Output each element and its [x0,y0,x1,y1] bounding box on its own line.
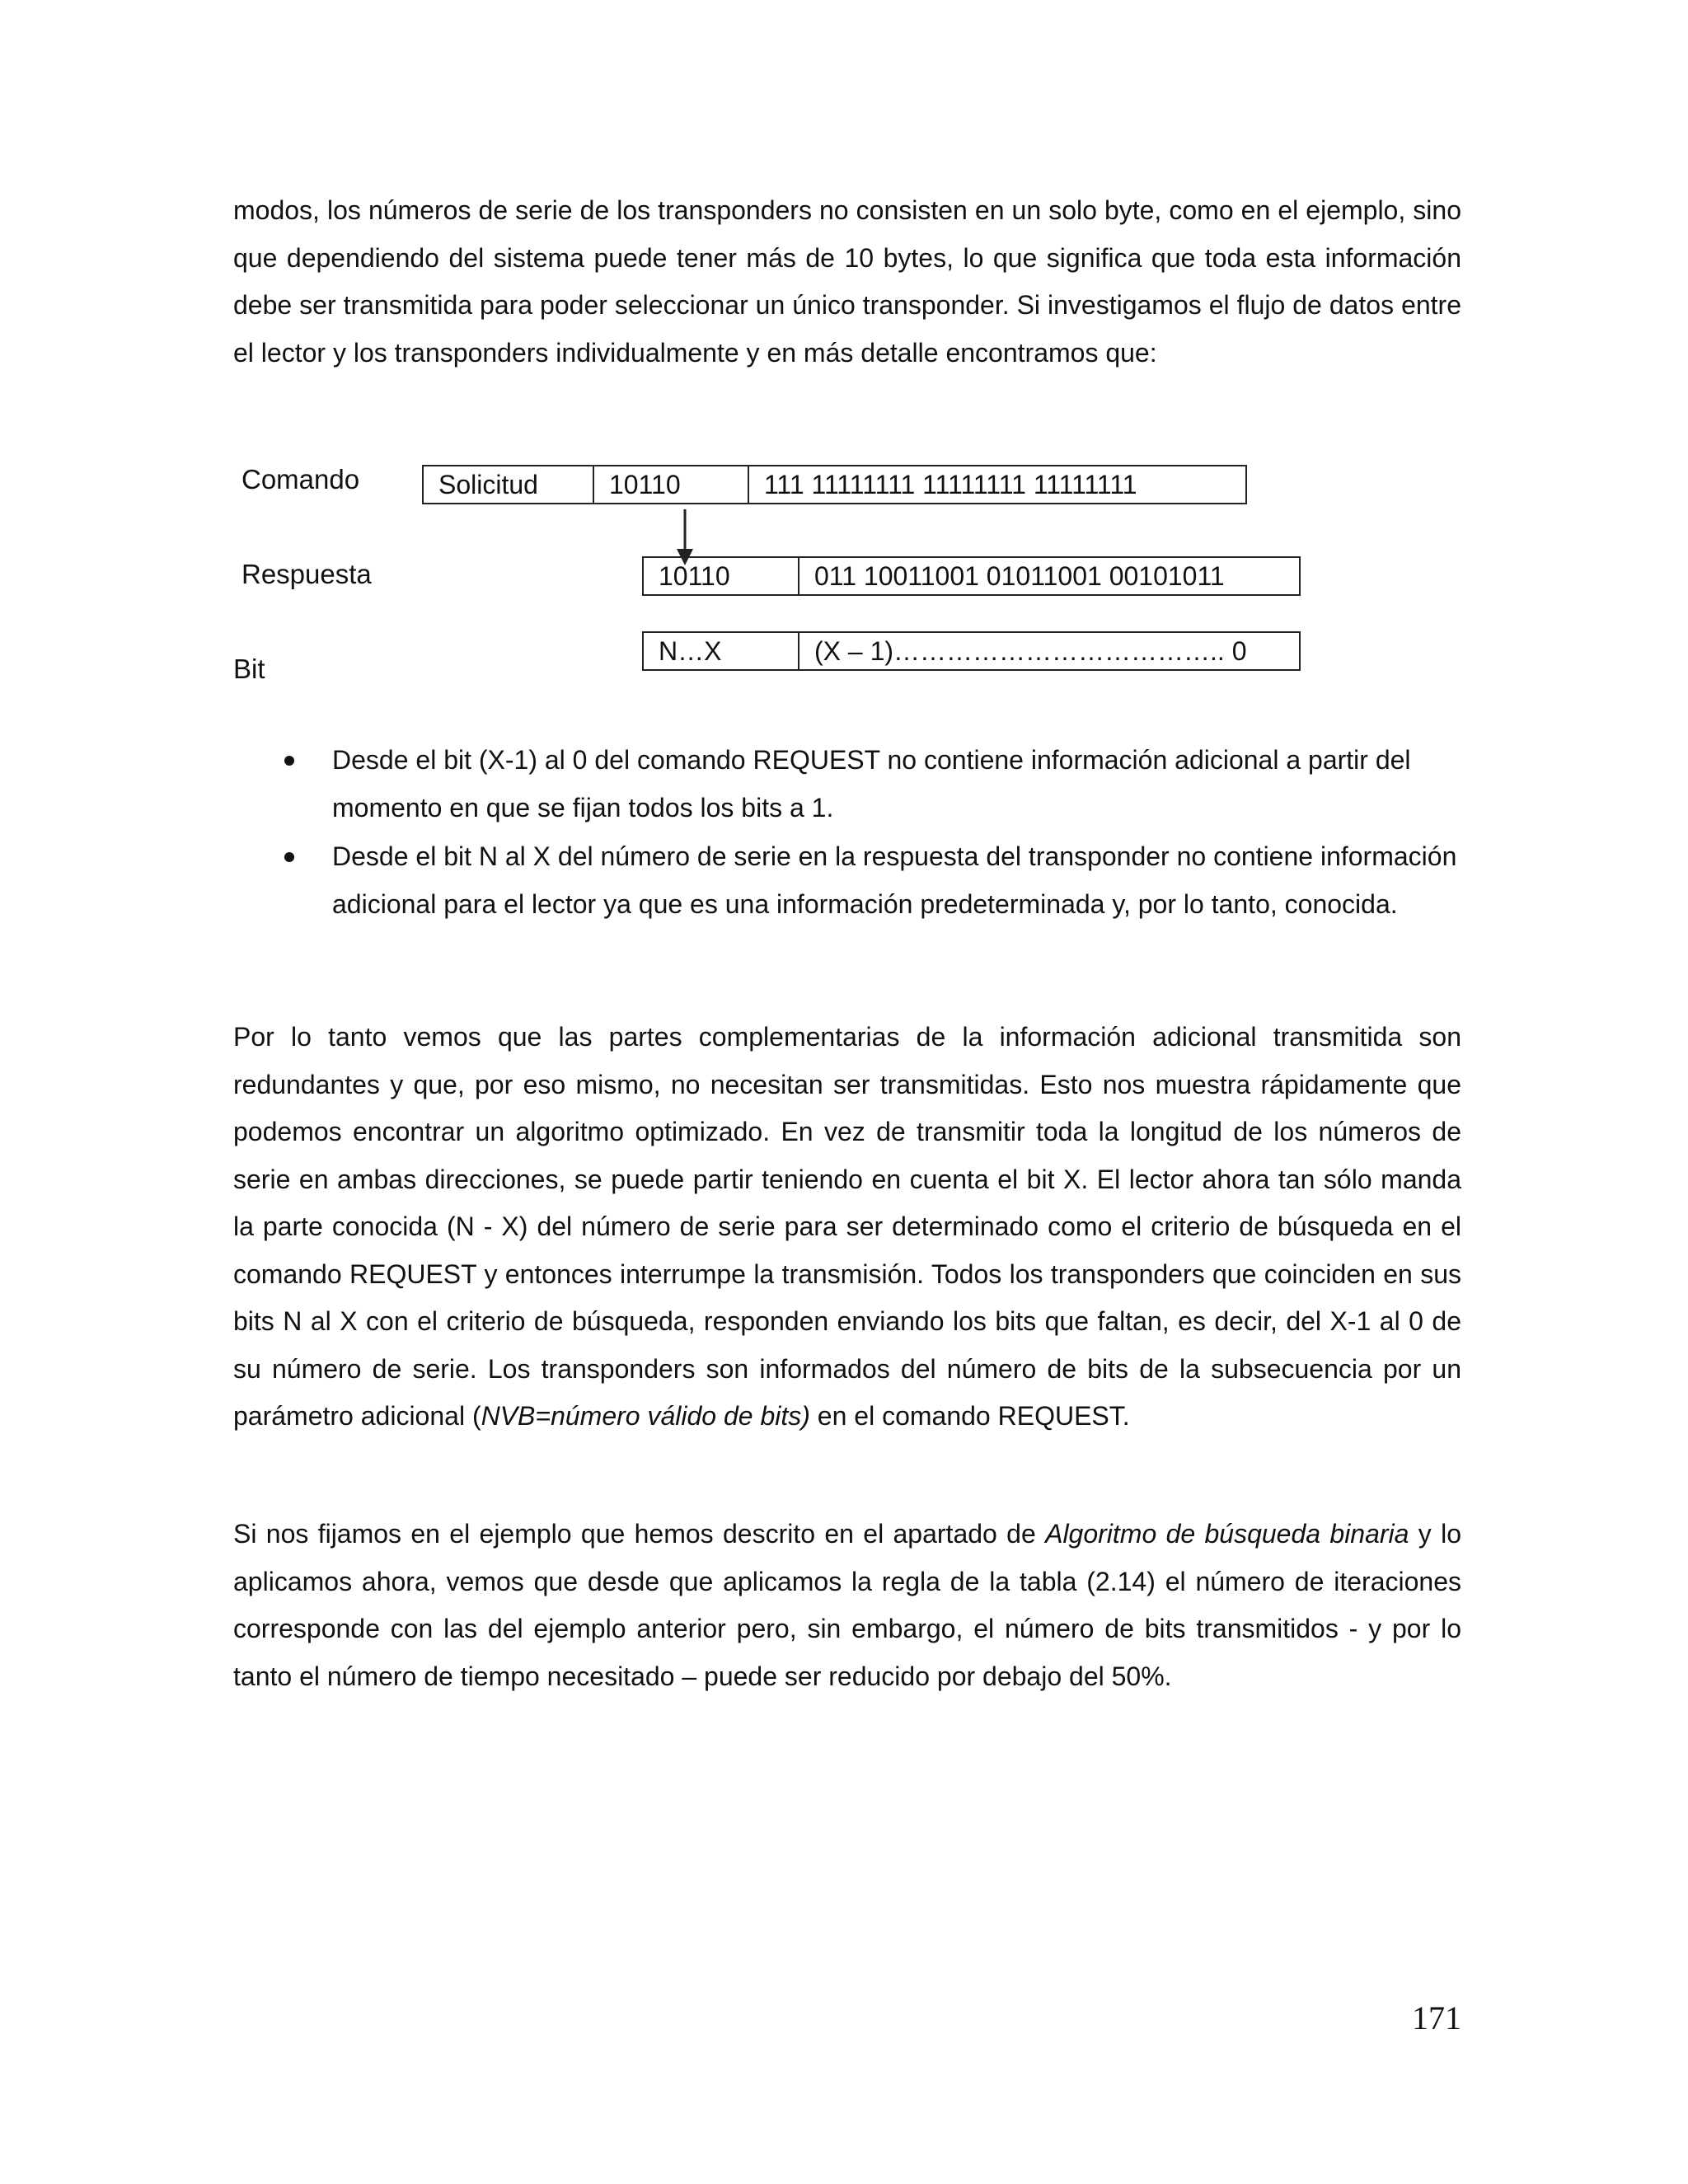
label-response: Respuesta [241,559,372,589]
paragraph-binary-search-example: Si nos fijamos en el ejemplo que hemos descrito en el apartado de Algoritmo de búsqueda binaria y lo aplicamos ahora, vemos que desde que aplicamos la regla de la tabla (2.14) el número de iteraciones corresponde con las del ejemplo anterior pero, sin embargo, el número de bits transmitidos - y por lo tanto el número de tiempo necesitado – puede ser reducido por debajo del 50%. [233,1519,1462,1691]
label-bit: Bit [233,654,265,684]
command-frame [422,465,1247,504]
label-command: Comando [241,464,360,494]
response-frame [642,556,1301,596]
bit-cell-remaining: (X – 1)……………………………….. 0 [814,636,1247,666]
bullet-list [233,737,1461,930]
list-item: Desde el bit (X-1) al 0 del comando REQUEST no contiene información adicional a partir del momento en que se fijan todos los bits a 1. [233,737,1461,832]
bit-frame [642,631,1301,671]
paragraph-optimized-algorithm: Por lo tanto vemos que las partes complementarias de la información adicional transmitida son redundantes y que, por eso mismo, no necesitan ser transmitidas. Esto nos muestra rápidamente que podemos encontrar un algoritmo optimizado. En vez de transmitir toda la longitud de los números de serie en ambas direcciones, se puede partir teniendo en cuenta el bit X. El lector ahora tan sólo manda la parte conocida (N - X) del número de serie para ser determinado como el criterio de búsqueda en el comando REQUEST y entonces interrumpe la transmisión. Todos los transponders que coinciden en sus bits N al X con el criterio de búsqueda, responden enviando los bits que faltan, es decir, del X-1 al 0 de su número de serie. Los transponders son informados del número de bits de la subsecuencia por un parámetro adicional (NVB=número válido de bits) en el comando REQUEST. [233,1022,1461,1431]
paragraph-intro: modos, los números de serie de los transponders no consisten en un solo byte, como en el ejemplo, sino que dependiendo del sistema puede tener más de 10 bytes, lo que significa que toda esta información debe ser transmitida para poder seleccionar un único transponder. Si investigamos el flujo de datos entre el lector y los transponders individualmente y en más detalle encontramos que: [233,195,1461,368]
command-cell-prefix: 10110 [594,466,749,503]
bullet-icon [284,852,294,862]
response-cell-serial: 011 10011001 01011001 00101011 [814,561,1225,591]
bullet-icon [284,756,294,766]
list-item: Desde el bit N al X del número de serie en la respuesta del transponder no contiene información adicional para el lector ya que es una información predeterminada y, por lo tanto, conocida. [233,833,1461,928]
response-cell-prefix: 10110 [644,558,799,594]
command-cell-request: Solicitud [424,466,594,503]
bit-cell-range: N…X [644,633,799,669]
command-cell-serial: 111 11111111 11111111 11111111 [764,470,1137,499]
page-number: 171 [1412,1999,1461,2036]
